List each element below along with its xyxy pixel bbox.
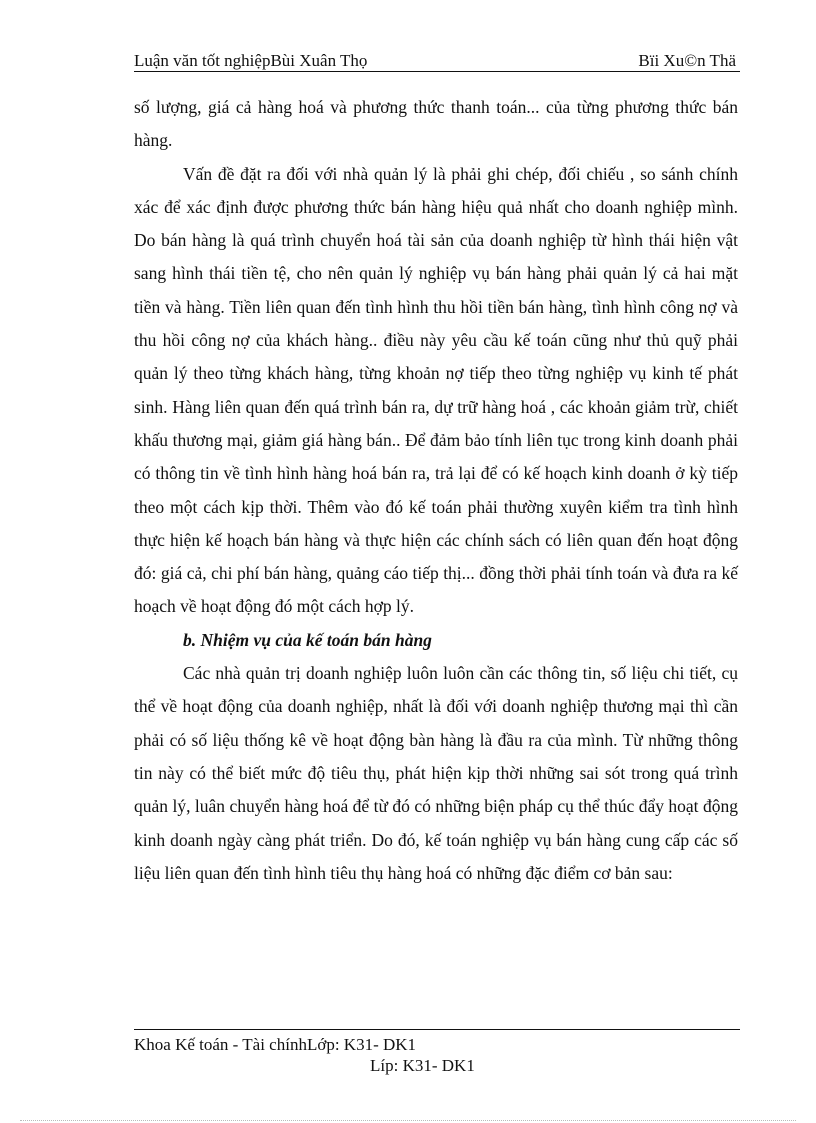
footer-divider	[134, 1029, 740, 1030]
page-bottom-edge	[20, 1120, 796, 1121]
footer-line-1: Khoa Kế toán - Tài chínhLớp: K31- DK1	[134, 1035, 417, 1054]
document-body	[134, 91, 738, 890]
paragraph-continuation: số lượng, giá cả hàng hoá và phương thức thanh toán... của từng phương thức bán hàng.	[134, 97, 738, 151]
section-heading: b. Nhiệm vụ của kế toán bán hàng	[183, 629, 432, 650]
header-left-text: Luận văn tốt nghiệpBùi Xuân Thọ	[134, 51, 368, 70]
paragraph-tasks: Các nhà quản trị doanh nghiệp luôn luôn cần các thông tin, số liệu chi tiết, cụ thể về hoạt động của doanh nghiệp, nhất là đối với doanh nghiệp thương mại thì cần phải có số liệu thống kê về hoạt động bàn hàng là đầu ra của mình. Từ những thông tin này có thể biết mức độ tiêu thụ, phát hiện kịp thời những sai sót trong quá trình quản lý, luân chuyển hàng hoá để từ đó có những biện pháp cụ thể thúc đẩy hoạt động kinh doanh ngày càng phát triển. Do đó, kế toán nghiệp vụ bán hàng cung cấp các số liệu liên quan đến tình hình tiêu thụ hàng hoá có những đặc điểm cơ bản sau:	[134, 663, 738, 883]
header-right-text: Bïi Xu©n Thä	[638, 51, 736, 70]
footer-line-2: Líp: K31- DK1	[370, 1056, 475, 1075]
page-header	[134, 50, 740, 72]
paragraph-management: Vấn đề đặt ra đối với nhà quản lý là phải ghi chép, đối chiếu , so sánh chính xác để xác định được phương thức bán hàng hiệu quả nhất cho doanh nghiệp mình. Do bán hàng là quá trình chuyển hoá tài sản của doanh nghiệp từ hình thái hiện vật sang hình thái tiền tệ, cho nên quản lý nghiệp vụ bán hàng phải quản lý cả hai mặt tiền và hàng. Tiền liên quan đến tình hình thu hồi tiền bán hàng, tình hình công nợ và thu hồi công nợ của khách hàng.. điều này yêu cầu kế toán cũng như thủ quỹ phải quản lý theo từng khách hàng, từng khoản nợ tiếp theo từng nghiệp vụ kinh tế phát sinh. Hàng liên quan đến quá trình bán ra, dự trữ hàng hoá , các khoản giảm trừ, chiết khấu thương mại, giảm giá hàng bán.. Để đảm bảo tính liên tục trong kinh doanh phải có thông tin về tình hình hàng hoá bán ra, trả lại để có kế hoạch kinh doanh ở kỳ tiếp theo một cách kịp thời. Thêm vào đó kế toán phải thường xuyên kiểm tra tình hình thực hiện kế hoạch bán hàng và thực hiện các chính sách có liên quan đến hoạt động đó: giá cả, chi phí bán hàng, quảng cáo tiếp thị... đồng thời phải tính toán và đưa ra kế hoạch về hoạt động đó một cách hợp lý.	[134, 163, 738, 617]
header-divider	[134, 71, 740, 72]
